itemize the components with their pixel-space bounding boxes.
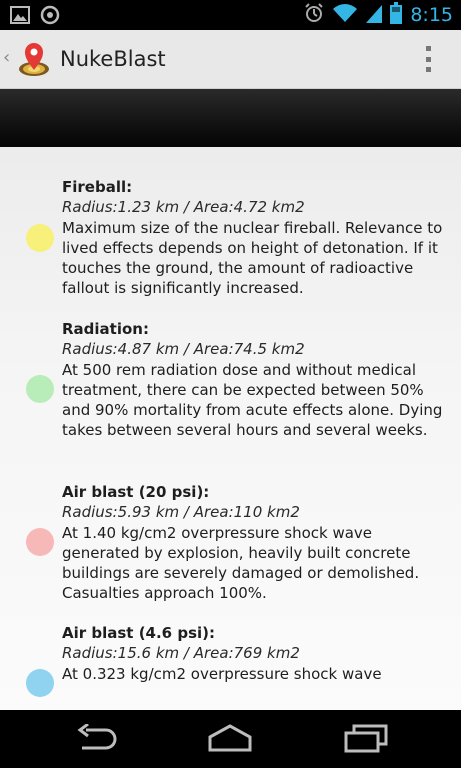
navigation-bar bbox=[0, 710, 461, 768]
radiation-color-dot bbox=[26, 375, 54, 403]
alarm-icon bbox=[304, 3, 324, 27]
sync-icon bbox=[40, 5, 60, 29]
effect-description: Maximum size of the nuclear fireball. Relevance to lived effects depends on height of detonation. If it touches the ground, the amount of radioactive fallout is significantly increased. bbox=[62, 219, 443, 297]
header-banner bbox=[0, 89, 461, 147]
clock: 8:15 bbox=[410, 4, 453, 26]
app-logo-icon[interactable] bbox=[16, 40, 52, 78]
effect-item-fireball bbox=[0, 177, 461, 302]
wifi-icon bbox=[332, 3, 358, 27]
airblast-4-6psi-color-dot bbox=[26, 669, 54, 697]
effect-title: Air blast (20 psi): bbox=[62, 483, 210, 501]
home-icon[interactable] bbox=[206, 724, 254, 754]
back-icon[interactable] bbox=[72, 724, 120, 754]
action-bar bbox=[0, 30, 461, 89]
effect-title: Air blast (4.6 psi): bbox=[62, 624, 216, 642]
battery-icon bbox=[390, 2, 402, 28]
effect-title: Fireball: bbox=[62, 178, 133, 196]
effect-item-airblast-20psi bbox=[0, 482, 461, 607]
effect-description: At 1.40 kg/cm2 overpressure shock wave generated by explosion, heavily built concrete buildings are severely damaged or demolished. Casualties approach 100%. bbox=[62, 524, 420, 602]
overflow-menu-icon[interactable] bbox=[423, 46, 433, 72]
signal-icon bbox=[366, 3, 382, 27]
effect-description: At 500 rem radiation dose and without medical treatment, there can be expected between 50% and 90% mortality from acute effects alone. Dying takes between several hours and several weeks. bbox=[62, 361, 443, 439]
airblast-20psi-color-dot bbox=[26, 528, 54, 556]
up-caret-icon[interactable]: ‹ bbox=[3, 47, 11, 68]
effect-radius-area: Radius:15.6 km / Area:769 km2 bbox=[62, 644, 300, 662]
recent-apps-icon[interactable] bbox=[342, 724, 390, 754]
gallery-icon bbox=[10, 6, 30, 28]
effect-item-radiation bbox=[0, 319, 461, 464]
effects-list[interactable] bbox=[0, 147, 461, 710]
app-title: NukeBlast bbox=[60, 47, 166, 71]
effect-radius-area: Radius:5.93 km / Area:110 km2 bbox=[62, 503, 300, 521]
effect-radius-area: Radius:1.23 km / Area:4.72 km2 bbox=[62, 198, 305, 216]
fireball-color-dot bbox=[26, 224, 54, 252]
effect-radius-area: Radius:4.87 km / Area:74.5 km2 bbox=[62, 340, 305, 358]
effect-title: Radiation: bbox=[62, 320, 149, 338]
effect-description: At 0.323 kg/cm2 overpressure shock wave bbox=[62, 665, 382, 683]
effect-item-airblast-4-6psi bbox=[0, 623, 461, 710]
status-bar bbox=[0, 0, 461, 30]
